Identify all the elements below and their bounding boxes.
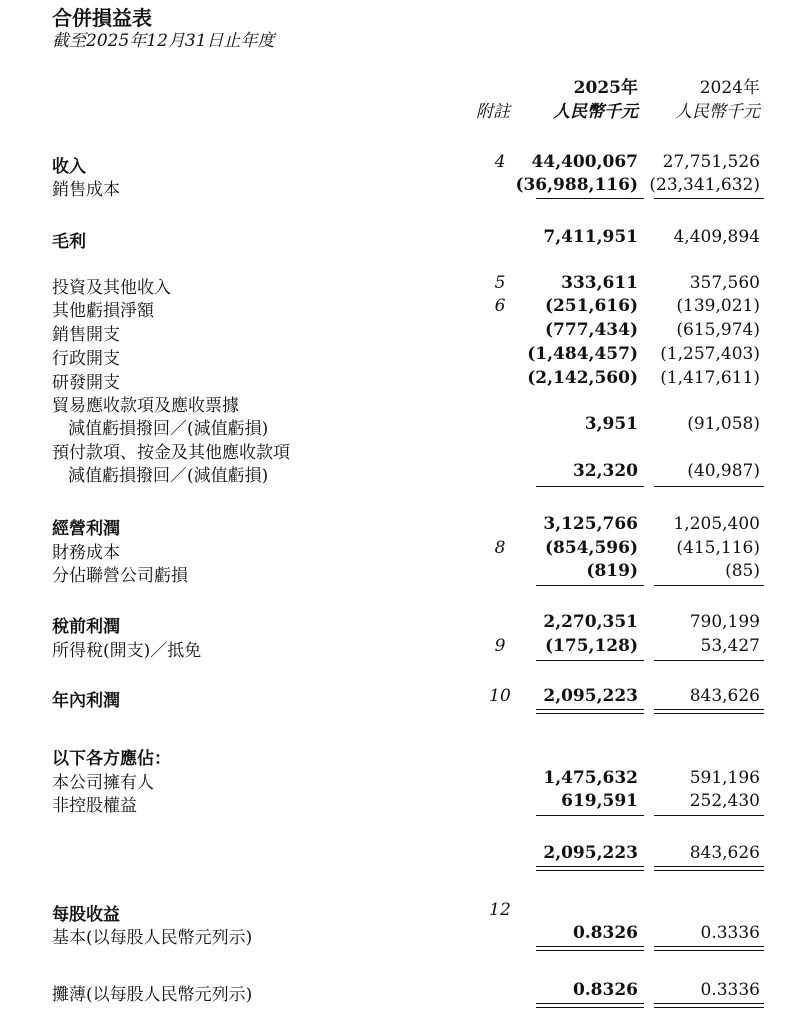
- value-2024: (139,021): [676, 296, 760, 316]
- double-rule-top: [654, 946, 764, 947]
- row-investment-income: [0, 273, 800, 298]
- row-total-attributable: [0, 843, 800, 865]
- value-2024: (85): [725, 561, 760, 581]
- value-2025: 2,095,223: [543, 843, 638, 863]
- value-2025: 3,951: [584, 414, 638, 434]
- row-label: 稅前利潤: [52, 617, 120, 637]
- double-rule-bottom: [536, 870, 644, 871]
- value-2024: 0.3336: [700, 923, 760, 943]
- value-2025: 1,475,632: [543, 768, 638, 788]
- row-note: 10: [489, 686, 511, 706]
- double-rule-bottom: [536, 1007, 644, 1008]
- row-prepayments-heading: [0, 438, 800, 463]
- value-2025: 32,320: [572, 461, 638, 481]
- row-eps-basic: [0, 923, 800, 948]
- col-2025-unit: 人民幣千元: [553, 102, 638, 122]
- col-2024-unit: 人民幣千元: [675, 102, 760, 122]
- row-label: 減值虧損撥回／(減值虧損): [68, 419, 269, 439]
- statement-title: 合併損益表: [52, 6, 152, 30]
- row-other-losses: [0, 296, 800, 321]
- double-rule-bottom: [654, 950, 764, 951]
- subtotal-rule: [536, 585, 644, 586]
- value-2025: 0.8326: [572, 923, 638, 943]
- row-label: 毛利: [52, 232, 86, 252]
- row-note: 6: [494, 296, 506, 316]
- value-2025: 7,411,951: [543, 227, 638, 247]
- value-2025: (1,484,457): [527, 344, 638, 364]
- value-2025: (777,434): [545, 320, 638, 340]
- value-2024: (23,341,632): [649, 175, 760, 195]
- double-rule-top: [536, 709, 644, 710]
- value-2025: 3,125,766: [543, 514, 638, 534]
- value-2025: 2,270,351: [543, 612, 638, 632]
- row-note: 12: [489, 900, 511, 920]
- subtotal-rule: [654, 486, 764, 487]
- row-admin-expenses: [0, 344, 800, 369]
- row-label: 預付款項、按金及其他應收款項: [52, 443, 290, 463]
- row-note: 5: [494, 273, 506, 293]
- value-2025: (175,128): [545, 636, 638, 656]
- row-share-of-associates: [0, 561, 800, 586]
- row-label: 行政開支: [52, 349, 120, 369]
- col-2025-year: 2025年: [573, 78, 638, 98]
- value-2024: (615,974): [676, 320, 760, 340]
- row-selling-expenses: [0, 320, 800, 345]
- value-2024: (1,257,403): [660, 344, 760, 364]
- row-trade-receivables-heading: [0, 391, 800, 416]
- value-2025: (819): [586, 561, 638, 581]
- double-rule-bottom: [536, 713, 644, 714]
- double-rule-top: [654, 866, 764, 867]
- double-rule-bottom: [654, 713, 764, 714]
- row-profit-for-year: [0, 686, 800, 711]
- row-cost-of-sales: [0, 175, 800, 200]
- row-label: 銷售成本: [52, 180, 120, 200]
- row-label: 經營利潤: [52, 519, 120, 539]
- value-2024: (1,417,611): [660, 368, 760, 388]
- row-label: 基本(以每股人民幣元列示): [52, 928, 253, 948]
- value-2025: (251,616): [545, 296, 638, 316]
- value-2024: 1,205,400: [673, 514, 760, 534]
- subtotal-rule: [654, 585, 764, 586]
- value-2025: 0.8326: [572, 980, 638, 1000]
- value-2024: 27,751,526: [662, 152, 760, 172]
- statement-subtitle: 截至2025年12月31日止年度: [52, 31, 275, 51]
- value-2024: 0.3336: [700, 980, 760, 1000]
- row-label: 財務成本: [52, 543, 120, 563]
- value-2025: (36,988,116): [515, 175, 638, 195]
- value-2025: 619,591: [561, 791, 638, 811]
- value-2025: (2,142,560): [527, 368, 638, 388]
- row-owners: [0, 768, 800, 793]
- double-rule-top: [536, 946, 644, 947]
- value-2024: (40,987): [687, 461, 760, 481]
- value-2025: 44,400,067: [531, 152, 638, 172]
- row-note: 4: [494, 152, 506, 172]
- double-rule-top: [654, 709, 764, 710]
- subtotal-rule: [654, 660, 764, 661]
- value-2024: 591,196: [689, 768, 760, 788]
- row-rnd-expenses: [0, 368, 800, 393]
- row-label: 每股收益: [52, 905, 120, 925]
- double-rule-bottom: [654, 1007, 764, 1008]
- row-label: 投資及其他收入: [52, 278, 171, 298]
- row-label: 減值虧損撥回／(減值虧損): [68, 466, 269, 486]
- value-2024: 790,199: [689, 612, 760, 632]
- row-label: 研發開支: [52, 373, 120, 393]
- row-note: 9: [494, 636, 506, 656]
- row-gross-profit: [0, 227, 800, 252]
- row-note: 8: [494, 538, 506, 558]
- row-label: 本公司擁有人: [52, 773, 154, 793]
- row-label: 貿易應收款項及應收票據: [52, 396, 239, 416]
- row-label: 所得稅(開支)／抵免: [52, 641, 202, 661]
- row-profit-before-tax: [0, 612, 800, 637]
- subtotal-rule: [654, 815, 764, 816]
- value-2025: 333,611: [561, 273, 638, 293]
- row-eps-diluted: [0, 980, 800, 1005]
- subtotal-rule: [536, 486, 644, 487]
- value-2024: (415,116): [676, 538, 760, 558]
- value-2024: 252,430: [689, 791, 760, 811]
- value-2025: (854,596): [545, 538, 638, 558]
- row-label: 非控股權益: [52, 796, 137, 816]
- row-label: 銷售開支: [52, 325, 120, 345]
- subtotal-rule: [654, 198, 764, 199]
- subtotal-rule: [536, 198, 644, 199]
- row-label: 分佔聯營公司虧損: [52, 566, 188, 586]
- row-attributable-heading: [0, 744, 800, 769]
- value-2025: 2,095,223: [543, 686, 638, 706]
- double-rule-bottom: [536, 950, 644, 951]
- row-label: 其他虧損淨額: [52, 301, 154, 321]
- row-operating-profit: [0, 514, 800, 539]
- double-rule-bottom: [654, 870, 764, 871]
- value-2024: 843,626: [689, 686, 760, 706]
- row-prepayments-impairment: [0, 461, 800, 486]
- col-note-header: 附註: [476, 102, 510, 122]
- row-label: 年內利潤: [52, 691, 120, 711]
- row-finance-cost: [0, 538, 800, 563]
- row-label: 以下各方應佔：: [52, 749, 171, 769]
- value-2024: 53,427: [700, 636, 760, 656]
- row-trade-receivables-impairment: [0, 414, 800, 439]
- row-label: 收入: [52, 157, 86, 177]
- double-rule-top: [654, 1003, 764, 1004]
- row-label: 攤薄(以每股人民幣元列示): [52, 985, 253, 1005]
- value-2024: 4,409,894: [673, 227, 760, 247]
- value-2024: 357,560: [689, 273, 760, 293]
- row-non-controlling-interests: [0, 791, 800, 816]
- row-revenue: [0, 152, 800, 177]
- double-rule-top: [536, 866, 644, 867]
- double-rule-top: [536, 1003, 644, 1004]
- subtotal-rule: [536, 660, 644, 661]
- value-2024: 843,626: [689, 843, 760, 863]
- col-2024-year: 2024年: [699, 78, 760, 98]
- subtotal-rule: [536, 815, 644, 816]
- value-2024: (91,058): [687, 414, 760, 434]
- row-income-tax: [0, 636, 800, 661]
- row-eps-heading: [0, 900, 800, 925]
